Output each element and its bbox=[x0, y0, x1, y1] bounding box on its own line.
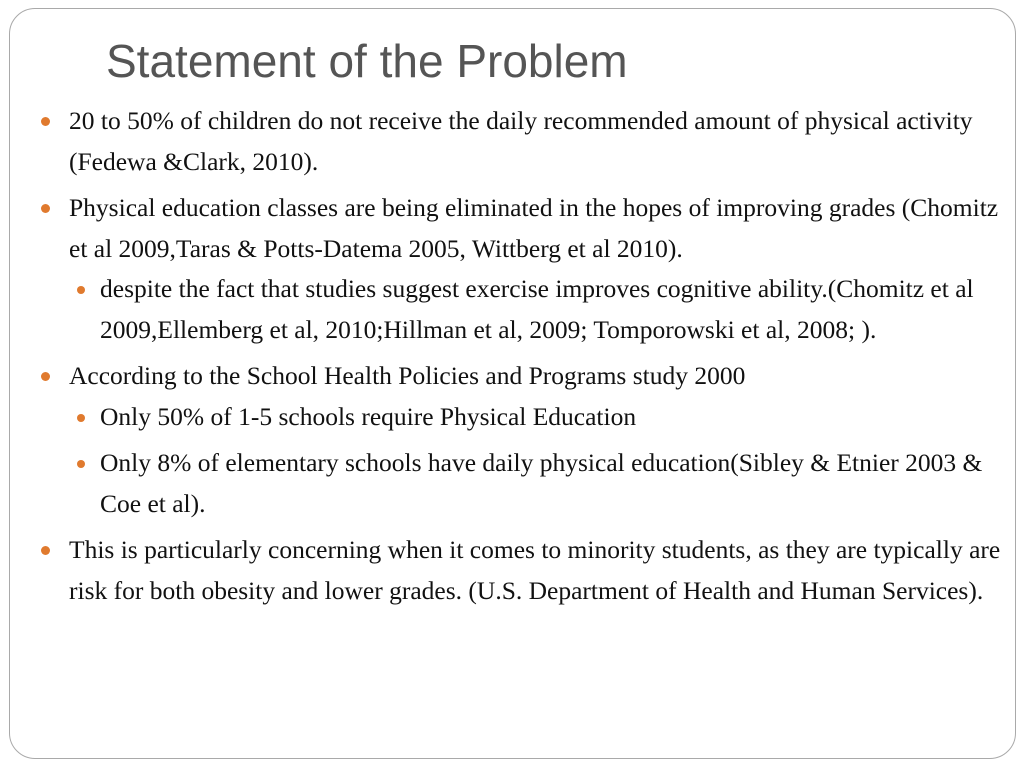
bullet-item-2 bbox=[40, 188, 1010, 269]
sub-bullet-item-1 bbox=[40, 269, 1010, 350]
bullet-dot-icon bbox=[41, 204, 50, 213]
bullet-item-3 bbox=[40, 356, 1010, 397]
sub-bullet-text: Only 50% of 1-5 schools require Physical Education bbox=[100, 401, 637, 431]
bullet-dot-icon bbox=[77, 460, 85, 468]
bullet-list bbox=[40, 101, 1010, 611]
bullet-item-1 bbox=[40, 101, 1010, 182]
bullet-dot-icon bbox=[41, 372, 50, 381]
bullet-dot-icon bbox=[41, 546, 50, 555]
sub-bullet-item-2 bbox=[40, 397, 1010, 438]
bullet-text: According to the School Health Policies and Programs study 2000 bbox=[69, 361, 746, 390]
bullet-dot-icon bbox=[77, 414, 85, 422]
slide-frame bbox=[9, 8, 1016, 759]
bullet-text: This is particularly concerning when it comes to minority students, as they are typically are risk for both obesity and lower grades. (U.S. Department of Health and Human Services). bbox=[69, 535, 1001, 605]
bullet-text: 20 to 50% of children do not receive the daily recommended amount of physical activity (Fedewa &Clark, 2010). bbox=[69, 106, 973, 176]
slide-title: Statement of the Problem bbox=[106, 35, 628, 87]
bullet-item-4 bbox=[40, 530, 1010, 611]
sub-bullet-item-3 bbox=[40, 443, 1010, 524]
bullet-dot-icon bbox=[77, 286, 85, 294]
bullet-text: Physical education classes are being eliminated in the hopes of improving grades (Chomitz et al 2009,Taras & Potts-Datema 2005, Wittberg et al 2010). bbox=[69, 193, 999, 263]
sub-bullet-text: Only 8% of elementary schools have daily physical education(Sibley & Etnier 2003 & Coe et al). bbox=[100, 448, 983, 518]
bullet-dot-icon bbox=[41, 117, 50, 126]
sub-bullet-text: despite the fact that studies suggest exercise improves cognitive ability.(Chomitz et al 2009,Ellemberg et al, 2010;Hillman et al, 2009; Tomporowski et al, 2008; ). bbox=[100, 274, 974, 344]
